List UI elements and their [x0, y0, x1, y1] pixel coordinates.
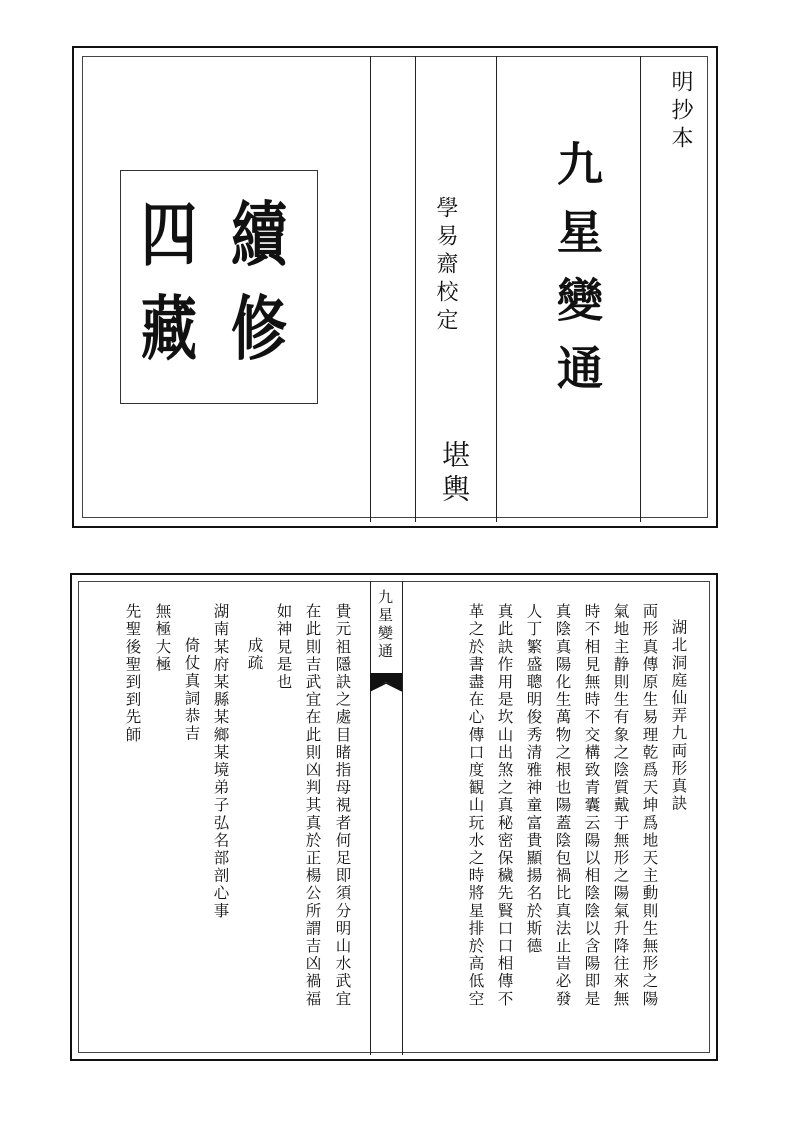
banxin-title: 九星變通: [376, 589, 394, 661]
editor-credit: 學易齋校定: [433, 196, 458, 336]
column-divider: [415, 56, 416, 522]
seal-character: 四: [141, 193, 197, 277]
text-column: 倚仗真詞恭吉: [182, 637, 201, 743]
text-column: 湖南某府某縣某鄉某境弟子弘名部剖心事: [211, 603, 230, 920]
text-column: 在此則吉武宜在此則凶判其真於正楊公所謂吉凶禍福: [303, 603, 322, 1008]
fishtail-mark: [370, 673, 402, 695]
book-title: 九星變通: [550, 140, 604, 412]
text-column: 無極大極: [153, 603, 172, 674]
text-column: 人丁繁盛聰明俊秀清雅神童富貴顯揚名於斯德: [524, 603, 543, 955]
edition-label: 明抄本: [668, 70, 693, 154]
collection-seal: [120, 170, 318, 404]
text-column: 貴元祖隱訣之處目睹指母視者何足即須分明山水武宜: [333, 603, 352, 1008]
text-column: 時不相見無時不交構致青囊云陽以相陰陰以含陽即是: [582, 603, 601, 1008]
column-divider: [370, 56, 371, 522]
column-divider: [496, 56, 497, 522]
text-column: 湖北洞庭仙弄九両形真訣: [669, 619, 688, 813]
text-column: 先聖後聖到到先師: [123, 603, 142, 744]
seal-character: 修: [231, 287, 287, 371]
column-divider: [640, 56, 641, 522]
banxin-border-right: [402, 581, 403, 1055]
title-page: [72, 46, 718, 528]
text-column: 真陰真陽化生萬物之根也陽蓋陰包禍比真法止旹必發: [553, 603, 572, 1008]
text-page: [70, 573, 718, 1061]
banxin-border-left: [370, 581, 371, 1055]
seal-character: 續: [231, 193, 287, 277]
text-column: 革之於書盡在心傳口度観山玩水之時將星排於高低空: [466, 603, 485, 1008]
text-column: 両形真傳原生易理乾爲天坤爲地天主動則生無形之陽: [640, 603, 659, 1008]
seal-character: 藏: [141, 287, 197, 371]
text-column: 真此訣作用是坎山出煞之真秘密保穢先賢口口相傳不: [495, 603, 514, 1008]
text-column: 成疏: [245, 637, 264, 673]
category-label: 堪輿: [438, 440, 471, 508]
text-column: 如神見是也: [274, 603, 293, 691]
text-column: 氣地主静則生有象之陰質戴于無形之陽氣升降往來無: [611, 603, 630, 1008]
